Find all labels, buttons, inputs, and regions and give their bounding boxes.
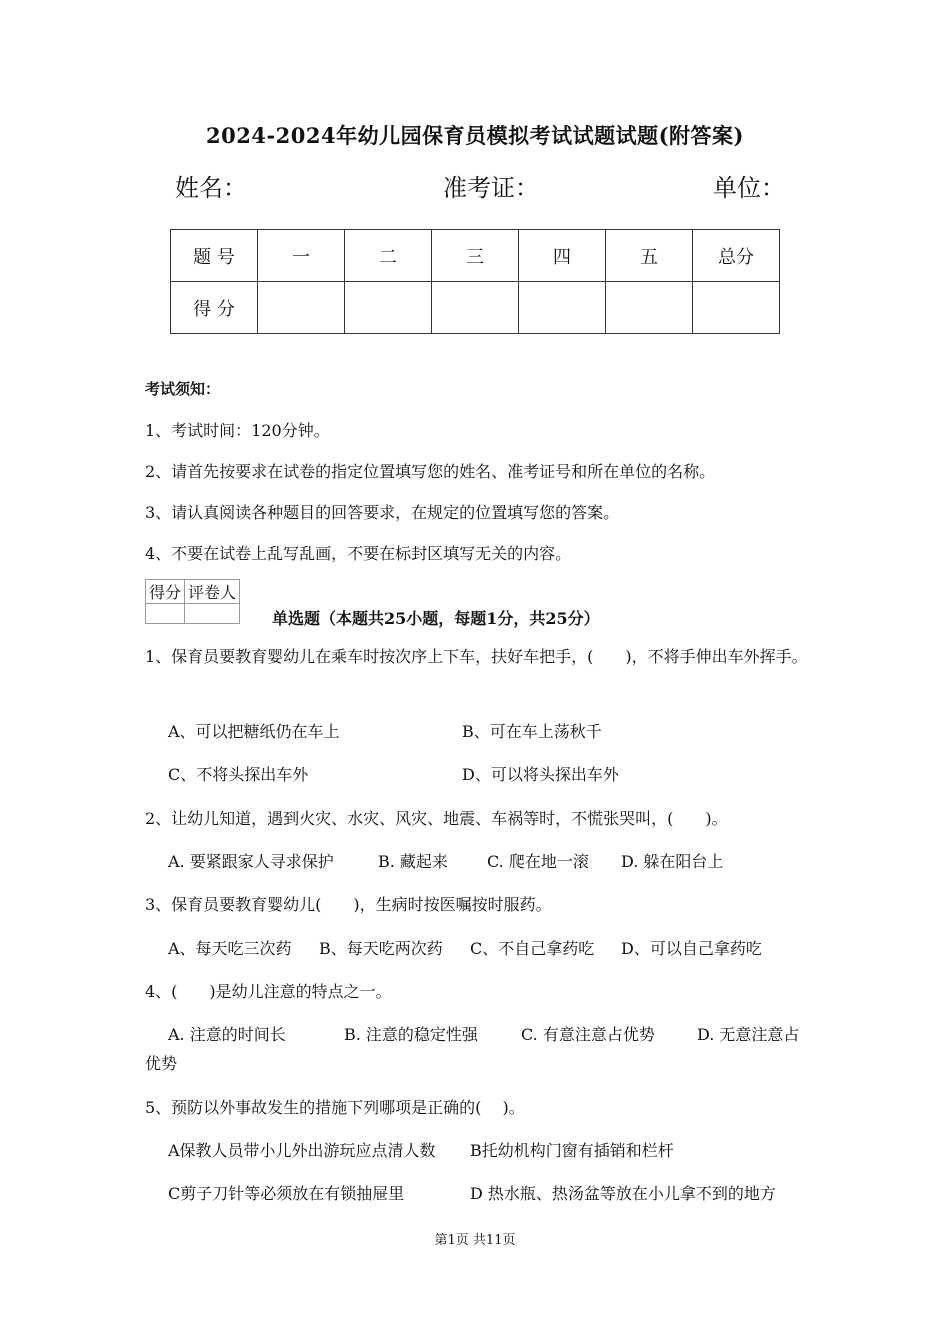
option-c: C. 有意注意占优势 — [521, 1025, 655, 1044]
score-header-cell: 三 — [432, 230, 519, 282]
notice-item: 1、考试时间：120分钟。 — [145, 421, 330, 440]
option-b: B、每天吃两次药 — [319, 939, 443, 958]
grader-box — [145, 579, 240, 624]
grader-reviewer-cell[interactable] — [185, 604, 240, 624]
question-stem: 4、( )是幼儿注意的特点之一。 — [145, 982, 392, 1001]
score-cell[interactable] — [258, 282, 345, 334]
score-table-header-row — [171, 230, 780, 282]
name-field-label: 姓名： — [175, 174, 247, 202]
score-cell[interactable] — [345, 282, 432, 334]
option-c: C、不自己拿药吃 — [470, 939, 595, 958]
info-fields — [175, 168, 785, 208]
option-d: D、可以自己拿药吃 — [621, 939, 762, 958]
page-footer: 第1页 共11页 — [434, 1233, 516, 1248]
score-header-cell: 题 号 — [171, 230, 258, 282]
option-b: B. 注意的稳定性强 — [344, 1025, 478, 1044]
unit-field-label: 单位： — [713, 174, 785, 202]
grader-reviewer-label: 评卷人 — [185, 580, 240, 604]
option-d: D. 无意注意占 — [697, 1025, 800, 1044]
option-a: A、每天吃三次药 — [168, 939, 292, 958]
question-stem: 1、保育员要教育婴幼儿在乘车时按次序上下车，扶好车把手，( )，不将手伸出车外挥手。 — [145, 647, 808, 666]
score-cell[interactable] — [606, 282, 693, 334]
option-a: A. 注意的时间长 — [168, 1025, 286, 1044]
question-stem: 3、保育员要教育婴幼儿( )，生病时按医嘱按时服药。 — [145, 895, 552, 914]
option-b: B. 藏起来 — [378, 852, 448, 871]
option-d: D 热水瓶、热汤盆等放在小儿拿不到的地方 — [470, 1184, 776, 1203]
grader-score-cell[interactable] — [146, 604, 185, 624]
option-b: B、可在车上荡秋千 — [462, 722, 602, 741]
score-header-cell: 四 — [519, 230, 606, 282]
option-a: A、可以把糖纸仍在车上 — [168, 722, 340, 741]
option-d-continued: 优势 — [145, 1054, 178, 1073]
notice-heading: 考试须知： — [145, 380, 221, 398]
score-cell[interactable] — [519, 282, 606, 334]
notice-item: 2、请首先按要求在试卷的指定位置填写您的姓名、准考证号和所在单位的名称。 — [145, 462, 716, 481]
option-c: C、不将头探出车外 — [168, 765, 309, 784]
score-header-cell: 二 — [345, 230, 432, 282]
score-header-cell: 总分 — [693, 230, 780, 282]
notice-item: 4、不要在试卷上乱写乱画，不要在标封区填写无关的内容。 — [145, 544, 572, 563]
option-c: C. 爬在地一滚 — [487, 852, 589, 871]
score-table — [170, 229, 780, 334]
page-title: 2024-2024年幼儿园保育员模拟考试试题试题(附答案) — [206, 123, 744, 148]
score-header-cell: 一 — [258, 230, 345, 282]
grader-score-label: 得分 — [146, 580, 185, 604]
notice-item: 3、请认真阅读各种题目的回答要求，在规定的位置填写您的答案。 — [145, 503, 620, 522]
option-b: B托幼机构门窗有插销和栏杆 — [470, 1141, 674, 1160]
section-heading: 单选题（本题共25小题，每题1分，共25分） — [272, 609, 600, 628]
option-d: D. 躲在阳台上 — [621, 852, 724, 871]
question-stem: 2、让幼儿知道，遇到火灾、水灾、风灾、地震、车祸等时，不慌张哭叫，( )。 — [145, 809, 728, 828]
option-d: D、可以将头探出车外 — [462, 765, 619, 784]
score-cell[interactable] — [693, 282, 780, 334]
exam-id-field-label: 准考证： — [443, 174, 539, 202]
score-row-label: 得 分 — [171, 282, 258, 334]
question-stem: 5、预防以外事故发生的措施下列哪项是正确的( )。 — [145, 1098, 525, 1117]
option-a: A. 要紧跟家人寻求保护 — [168, 852, 334, 871]
score-table-score-row — [171, 282, 780, 334]
score-header-cell: 五 — [606, 230, 693, 282]
option-a: A保教人员带小儿外出游玩应点清人数 — [168, 1141, 436, 1160]
option-c: C剪子刀针等必须放在有锁抽屉里 — [168, 1184, 405, 1203]
score-cell[interactable] — [432, 282, 519, 334]
